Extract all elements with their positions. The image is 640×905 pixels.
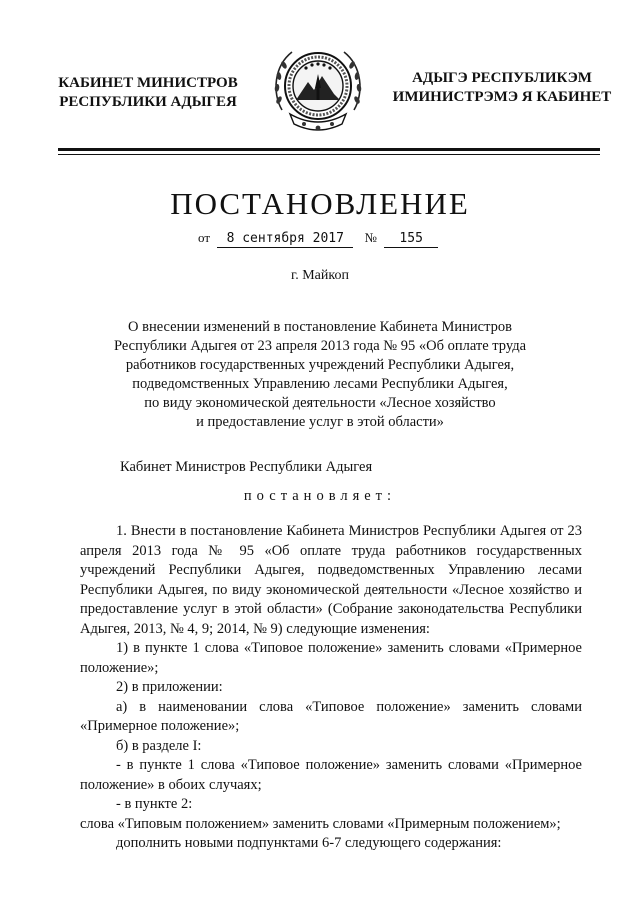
number-value: 155 xyxy=(384,231,438,248)
city: г. Майкоп xyxy=(291,268,349,283)
paragraph: дополнить новыми подпунктами 6-7 следующего содержания: xyxy=(116,835,502,851)
subject-line: и предоставление услуг в этой области» xyxy=(196,414,444,430)
paragraph: - в пункте 1 слова «Типовое положение» заменить словами «Примерное положение» в обоих случаях; xyxy=(80,757,582,793)
coat-of-arms-emblem xyxy=(262,38,374,138)
header-right-line2: ИМИНИСТРЭМЭ Я КАБИНЕТ xyxy=(392,89,612,105)
paragraph: а) в наименовании слова «Типовое положение» заменить словами «Примерное положение»; xyxy=(80,698,582,734)
header-right xyxy=(392,69,612,107)
paragraph: - в пункте 2: xyxy=(116,796,193,812)
paragraph: 1. Внести в постановление Кабинета Министров Республики Адыгея от 23 апреля 2013 года № 95 «Об оплате труда работников государственных учреждений Республики Адыгея, подведомственных Управлению лесами Республики Адыгея, по виду экономической деятельности «Лесное хозяйство и предоставление услуг в этой области» (Собрание законодательства Республики Адыгея, 2013, № 4, 9; 2014, № 9) следующие изменения: xyxy=(80,523,582,637)
date-number-line xyxy=(198,230,438,248)
paragraph: слова «Типовым положением» заменить словами «Примерным положением»; xyxy=(80,815,561,832)
issuing-body: Кабинет Министров Республики Адыгея xyxy=(120,459,373,475)
paragraph: 1) в пункте 1 слова «Типовое положение» заменить словами «Примерное положение»; xyxy=(80,640,582,676)
number-sign: № xyxy=(364,230,377,245)
subject-line: работников государственных учреждений Республики Адыгея, xyxy=(125,357,515,373)
subject-line: Республики Адыгея от 23 апреля 2013 года № 95 «Об оплате труда xyxy=(113,338,527,354)
subject-line: подведомственных Управлению лесами Республики Адыгея, xyxy=(132,376,508,392)
paragraph: 2) в приложении: xyxy=(116,679,223,695)
header-right-line1: АДЫГЭ РЕСПУБЛИКЭМ xyxy=(412,70,592,86)
paragraph: б) в разделе I: xyxy=(116,737,202,754)
subject-line: О внесении изменений в постановление Кабинета Министров xyxy=(128,319,512,335)
subject-line: по виду экономической деятельности «Лесное хозяйство xyxy=(144,395,496,411)
decree-body xyxy=(80,522,582,854)
header-left xyxy=(48,74,248,112)
header-rule-thin xyxy=(58,154,600,155)
document-title: ПОСТАНОВЛЕНИЕ xyxy=(170,186,470,221)
subject-block xyxy=(60,318,580,432)
header-left-line1: КАБИНЕТ МИНИСТРОВ xyxy=(58,75,238,91)
decree-word: постановляет: xyxy=(243,488,397,504)
header-left-line2: РЕСПУБЛИКИ АДЫГЕЯ xyxy=(59,94,237,110)
header-rule-thick xyxy=(58,148,600,151)
date-prefix: от xyxy=(198,230,211,245)
date-value: 8 сентября 2017 xyxy=(217,231,353,248)
